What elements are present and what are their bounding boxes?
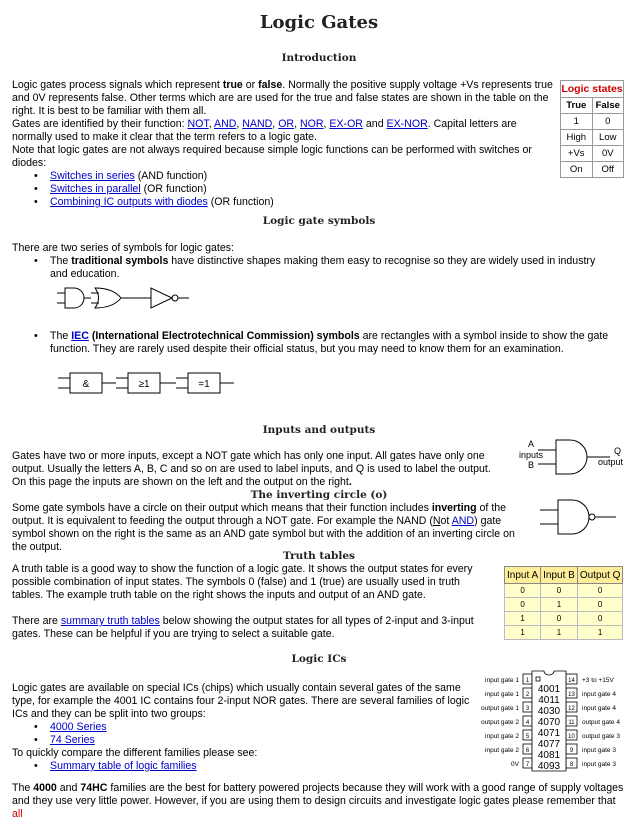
link-ex-nor[interactable]: EX-NOR — [386, 118, 428, 130]
and-gate-io-diagram — [512, 438, 630, 488]
intro-text — [12, 79, 557, 209]
truth-table-header: Input A — [505, 567, 541, 584]
link-switches-parallel[interactable]: Switches in parallel — [50, 183, 141, 195]
section-heading-symbols: Logic gate symbols — [262, 215, 376, 227]
link-summary-logic-families[interactable]: Summary table of logic families — [50, 760, 197, 772]
symbols-intro: There are two series of symbols for logic gates: — [12, 242, 234, 254]
inputs-outputs-text — [12, 450, 500, 476]
svg-text:4011: 4011 — [538, 695, 560, 706]
svg-text:input gate 3: input gate 3 — [582, 747, 616, 754]
link-or[interactable]: OR — [278, 118, 295, 130]
svg-text:input gate 1: input gate 1 — [485, 691, 519, 698]
table-cell: Low — [592, 130, 624, 146]
svg-text:4001: 4001 — [537, 684, 561, 695]
section-heading-logic-ics: Logic ICs — [291, 653, 347, 665]
inputs-label: inputs — [519, 450, 544, 460]
list-item — [12, 760, 472, 773]
table-cell: On — [561, 162, 593, 178]
svg-text:input gate 2: input gate 2 — [485, 747, 519, 754]
chip-numbers — [538, 684, 561, 772]
svg-text:input gate 3: input gate 3 — [582, 761, 616, 768]
input-b-label: B — [528, 460, 535, 470]
right-pin-labels — [582, 677, 620, 768]
svg-text:input gate 2: input gate 2 — [485, 733, 519, 740]
svg-text:output gate 3: output gate 3 — [582, 733, 620, 740]
iec-symbols-diagram — [58, 372, 248, 396]
logic-states-table — [560, 80, 624, 178]
intro-paragraph-1: Logic gates process signals which represent true or false. Normally the positive supply voltage +Vs represents true and 0V represents false. Other terms which are are used for the true and false states are shown in the table on the right. It is best to be familiar with them all. — [12, 79, 553, 117]
list-item: • Switches in series (AND function) — [12, 170, 557, 183]
input-a-label: A — [528, 439, 535, 449]
traditional-symbols-diagram — [55, 284, 195, 312]
list-item: • The IEC (International Electrotechnical Commission) symbols are rectangles with a symbol inside to show the gate function. They are rarely used despite their official status, but you may need to know them for an examination. — [12, 330, 612, 356]
page-title: Logic Gates — [259, 12, 379, 33]
svg-text:11: 11 — [568, 720, 575, 726]
svg-text:0V: 0V — [511, 761, 519, 768]
svg-text:9: 9 — [569, 748, 574, 754]
link-nand[interactable]: NAND — [242, 118, 273, 130]
iec-label-and: & — [82, 379, 90, 390]
svg-text:4030: 4030 — [537, 706, 561, 717]
svg-text:13: 13 — [568, 692, 575, 698]
svg-text:7: 7 — [525, 762, 530, 768]
svg-text:1: 1 — [525, 678, 530, 684]
logic-ics-final-text — [12, 782, 626, 821]
link-ex-or[interactable]: EX-OR — [329, 118, 363, 130]
link-not[interactable]: NOT — [187, 118, 209, 130]
table-row: 1 1 1 — [505, 626, 623, 640]
logic-ics-paragraph-1: Logic gates are available on special ICs (chips) which usually contain several gates of the same type, for example the 4001 IC contains four 2-input NOR gates. There are several families of logic ICs and they can be split into two groups: — [12, 682, 470, 720]
output-label: output — [598, 457, 624, 467]
svg-text:10: 10 — [568, 734, 575, 740]
svg-text:input gate 4: input gate 4 — [582, 705, 616, 712]
link-and-inline[interactable]: AND — [451, 515, 475, 527]
truth-table — [504, 566, 623, 640]
link-4000-series[interactable]: 4000 Series — [50, 721, 107, 733]
truth-table-header: Input B — [541, 567, 578, 584]
intro-bullet-list — [12, 170, 557, 209]
logic-states-caption: Logic states — [561, 81, 624, 98]
inverting-text: Some gate symbols have a circle on their output which means that their function includes inverting of the output. It is equivalent to feeding the output through a NOT gate. For example the NAND (Not AND) gate symbol shown on the right is the same as an AND gate symbol but with the addition of an inverting circle on the output. — [12, 502, 515, 553]
table-row: 0 1 0 — [505, 598, 623, 612]
table-cell: 0 — [592, 114, 624, 130]
svg-text:6: 6 — [525, 748, 530, 754]
svg-text:output gate 4: output gate 4 — [582, 719, 620, 726]
link-74-series[interactable]: 74 Series — [50, 734, 95, 746]
table-cell: 0V — [592, 146, 624, 162]
inputs-outputs-paragraph: Gates have two or more inputs, except a NOT gate which has only one input. All gates have only one output. Usually the letters A, B, C and so on are used to label inputs, and Q is used to label the output. — [12, 450, 491, 475]
table-cell: High — [561, 130, 593, 146]
svg-text:3: 3 — [525, 706, 530, 712]
svg-text:4: 4 — [525, 720, 530, 726]
intro-paragraph-2: Gates are identified by their function: NOT, AND, NAND, OR, NOR, EX-OR and EX-NOR. Capital letters are normally used to make it clear that the term refers to a logic gate. — [12, 118, 517, 143]
section-heading-inverting: The inverting circle (o) — [250, 489, 388, 501]
link-switches-series[interactable]: Switches in series — [50, 170, 135, 182]
logic-ics-text — [12, 682, 472, 773]
section-heading-truth-tables: Truth tables — [283, 550, 355, 562]
table-row: 0 0 0 — [505, 584, 623, 598]
link-and[interactable]: AND — [214, 118, 237, 130]
section-heading-introduction: Introduction — [281, 52, 357, 64]
link-iec[interactable]: IEC — [71, 330, 89, 342]
ic-pinout-diagram — [470, 670, 636, 774]
iec-label-xor: =1 — [198, 379, 210, 390]
truth-tables-text — [12, 563, 492, 602]
svg-text:12: 12 — [568, 706, 575, 712]
link-summary-truth-tables[interactable]: summary truth tables — [60, 615, 160, 627]
table-cell: True — [561, 98, 593, 114]
svg-text:input gate 1: input gate 1 — [485, 677, 519, 684]
truth-tables-paragraph-1: A truth table is a good way to show the function of a logic gate. It shows the output states for every possible combination of input states. The symbols 0 (false) and 1 (true) are usually used in truth tables. The example truth table on the right shows the inputs and output of an AND gate. — [12, 563, 473, 601]
truth-tables-paragraph-2: There are summary truth tables below showing the output states for all types of 2-input and 3-input gates. These can be helpful if you are trying to select a suitable gate. — [12, 615, 474, 640]
logic-ics-paragraph-3: The 4000 and 74HC families are the best for battery powered projects because they will work with a good range of supply voltages and they use very little power. However, if you are using them to design circuits and investigate logic gates please remember that all — [12, 782, 624, 820]
svg-text:14: 14 — [568, 678, 575, 684]
svg-text:+3 to +15V: +3 to +15V — [582, 677, 614, 684]
inputs-outputs-note: On this page the inputs are shown on the left and the output on the right. — [12, 476, 352, 488]
table-row: 1 0 0 — [505, 612, 623, 626]
section-heading-inputs-outputs: Inputs and outputs — [262, 424, 376, 436]
truth-table-header: Output Q — [577, 567, 623, 584]
list-item — [12, 721, 472, 734]
svg-text:input gate 4: input gate 4 — [582, 691, 616, 698]
link-combining-diodes[interactable]: Combining IC outputs with diodes — [50, 196, 208, 208]
list-item: • Switches in parallel (OR function) — [12, 183, 557, 196]
svg-text:output gate 2: output gate 2 — [481, 719, 519, 726]
left-pin-labels — [481, 677, 520, 768]
svg-text:4093: 4093 — [537, 761, 561, 772]
svg-text:8: 8 — [569, 762, 574, 768]
link-nor[interactable]: NOR — [299, 118, 324, 130]
list-item: • Combining IC outputs with diodes (OR function) — [12, 196, 557, 209]
list-item — [12, 734, 472, 747]
list-item: • The traditional symbols have distinctive shapes making them easy to recognise so they are widely used in industry and education. — [12, 255, 612, 281]
iec-label-or: ≥1 — [138, 379, 150, 390]
output-q-label: Q — [614, 446, 622, 456]
intro-paragraph-3: Note that logic gates are not always required because simple logic functions can be performed with switches or diodes: — [12, 144, 532, 169]
iec-text — [12, 330, 612, 356]
table-cell: +Vs — [561, 146, 593, 162]
svg-text:2: 2 — [525, 692, 530, 698]
svg-text:4071: 4071 — [537, 728, 561, 739]
svg-text:4070: 4070 — [537, 717, 561, 728]
logic-ics-paragraph-2: To quickly compare the different families please see: — [12, 747, 258, 759]
table-cell: False — [592, 98, 624, 114]
table-cell: Off — [592, 162, 624, 178]
truth-tables-text-2 — [12, 615, 504, 641]
symbols-text — [12, 242, 612, 281]
svg-text:output gate 1: output gate 1 — [481, 705, 519, 712]
nand-gate-diagram — [536, 498, 624, 538]
svg-text:5: 5 — [525, 734, 530, 740]
svg-text:4081: 4081 — [537, 750, 561, 761]
svg-text:4077: 4077 — [537, 739, 561, 750]
table-cell: 1 — [561, 114, 593, 130]
